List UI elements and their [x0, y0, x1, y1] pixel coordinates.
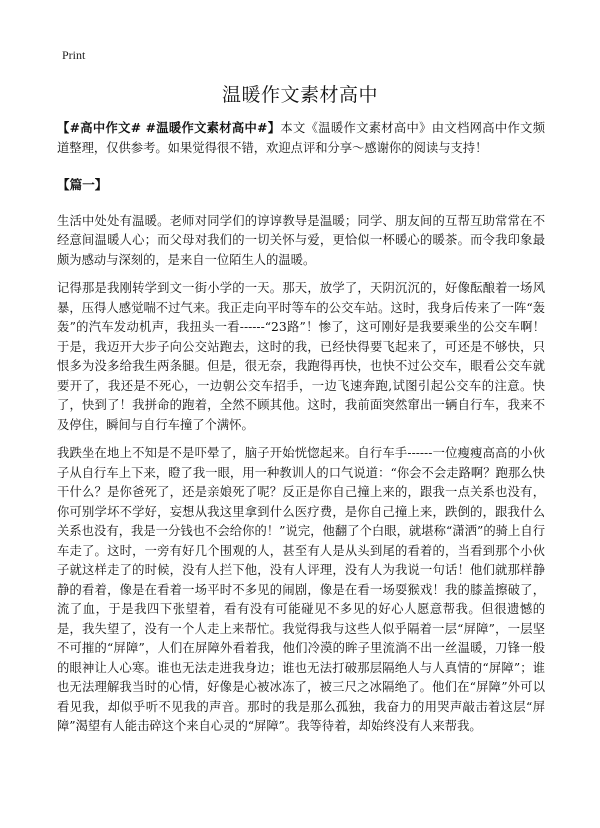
intro-text: 本文《温暖作文素材高中》由文档网高中作文频道整理，仅供参考。如果觉得很不错，欢迎点评和分享～感谢你的阅读与支持！	[57, 121, 545, 155]
body-paragraph-2: 记得那是我刚转学到文一街小学的一天。那天，放学了，天阴沉沉的，好像酝酿着一场风暴，压得人感觉喘不过气来。我正走向平时等车的公交车站。这时，我身后传来了一阵“轰轰”的汽车发动机声，我扭头一看------“23路”！惨了，这可刚好是我要乘坐的公交车啊！于是，我迈开大步子向公交站跑去，这时的我，已经快得要飞起来了，可还是不够快，只恨多为没多给我生两条腿。但是，很无奈，我跑得再快，也快不过公交车，眼看公交车就要开了，我还是不死心，一边朝公交车招手，一边飞速奔跑,试图引起公交车的注意。快了，快到了！我拼命的跑着，全然不顾其他。这时，我前面突然窜出一辆自行车，我来不及停住，瞬间与自行车撞了个满怀。	[57, 281, 545, 432]
section-heading: 【篇一】	[57, 177, 108, 192]
body-paragraph-3: 我跌坐在地上不知是不是吓晕了，脑子开始恍惚起来。自行车手------一位瘦瘦高高的小伙子从自行车上下来，瞪了我一眼，用一种教训人的口气说道：“你会不会走路啊？跑那么快干什么？是你爸死了，还是亲娘死了呢？反正是你自己撞上来的，跟我一点关系也没有，你可别学坏不学好，妄想从我这里拿到什么医疗费，是你自己撞上来，跌倒的，跟我什么关系也没有，我是一分钱也不会给你的！”说完，他翻了个白眼，就堪称“潇洒”的骑上自行车走了。这时，一旁有好几个围观的人，甚至有人是从头到尾的看着的，当看到那个小伙子就这样走了的时候，没有人拦下他，没有人评理，没有人为我说一句话！他们就那样静静的看着，像是在看着一场平时不多见的闹剧，像是在看一场耍猴戏！我的膝盖擦破了，流了血，于是我四下张望着，看有没有可能碰见不多见的好心人愿意帮我。但很遗憾的是，我失望了，没有一个人走上来帮忙。我觉得我与这些人似乎隔着一层“屏障”，一层坚不可摧的“屏障”，人们在屏障外看着我，他们冷漠的眸子里流淌不出一丝温暖，刀锋一般的眼神让人心寒。谁也无法走进我身边；谁也无法打破那层隔绝人与人真情的“屏障”；谁也无法理解我当时的心情，好像是心被冰冻了，被三尺之冰隔绝了。他们在“屏障”外可以看见我，却似乎听不见我的声音。那时的我是那么孤独，我奋力的用哭声敲击着这层“屏障”渴望有人能击碎这个来自心灵的“屏障”。我等待着，却始终没有人来帮我。	[57, 446, 545, 733]
document-body	[57, 118, 545, 746]
body-paragraph-1: 生活中处处有温暖。老师对同学们的谆谆教导是温暖；同学、朋友间的互帮互助常常在不经意间温暖人心；而父母对我们的一切关怀与爱，更恰似一杯暖心的暖茶。而令我印象最颇为感动与深刻的，是来自一位陌生人的温暖。	[57, 213, 545, 267]
intro-tags: 【#高中作文# #温暖作文素材高中#】	[57, 120, 281, 135]
print-label: Print	[62, 48, 86, 62]
intro-paragraph	[57, 118, 545, 158]
page-title: 温暖作文素材高中	[221, 84, 378, 106]
